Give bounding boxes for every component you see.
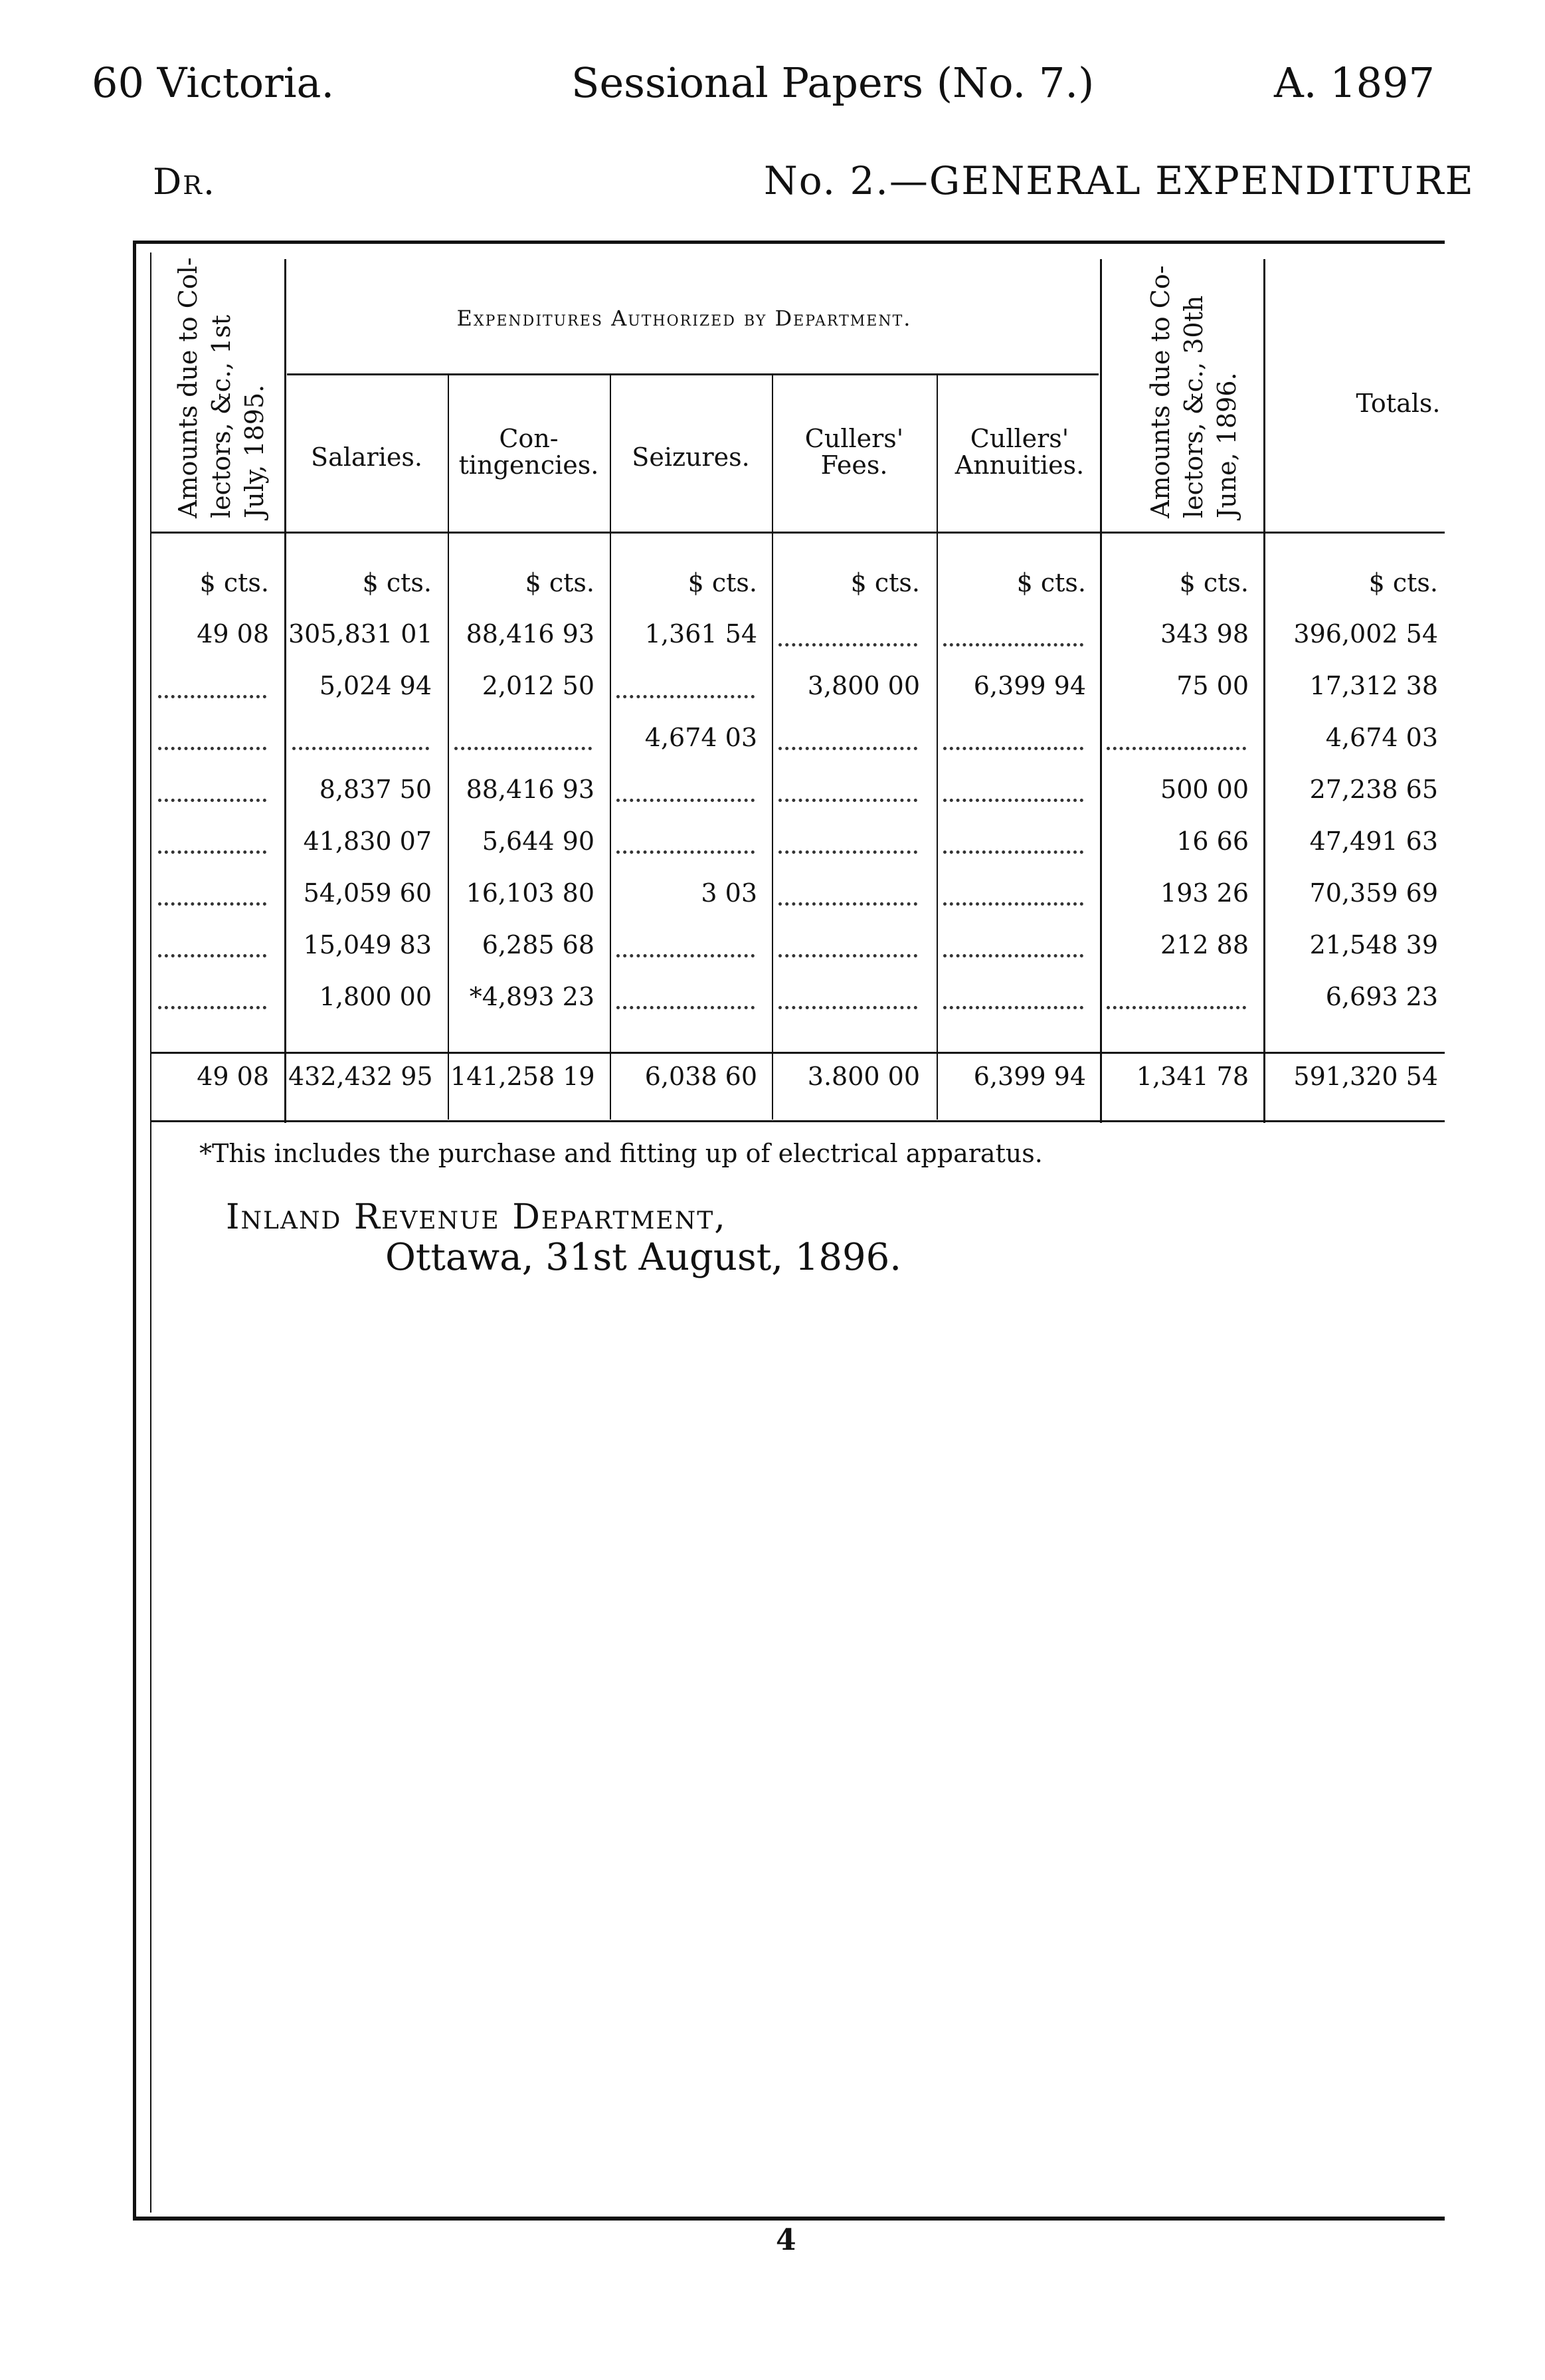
- total-cullers-annuities: 6,399 94: [973, 1062, 1086, 1091]
- cell-seizures: 4,674 03: [644, 723, 757, 752]
- cell-amounts-due-end: 16 66: [1176, 827, 1249, 856]
- leader-dots: [943, 793, 1083, 802]
- unit-label-totals: $ cts.: [1368, 568, 1438, 597]
- unit-label-contingencies: $ cts.: [525, 568, 594, 597]
- leader-dots: [778, 638, 917, 646]
- cell-salaries: 41,830 07: [303, 827, 432, 856]
- cell-amounts-due-end: 500 00: [1160, 775, 1249, 804]
- col-divider-5: [937, 375, 938, 1120]
- leader-dots: [158, 690, 266, 698]
- place-and-date: Ottawa, 31st August, 1896.: [385, 1236, 902, 1279]
- page-left-rule: [133, 241, 136, 2219]
- leader-dots: [943, 845, 1083, 854]
- running-head-left: 60 Victoria.: [92, 58, 335, 107]
- cell-contingencies: *4,893 23: [469, 982, 594, 1011]
- cell-salaries: 1,800 00: [319, 982, 432, 1011]
- cell-totals: 21,548 39: [1309, 930, 1438, 959]
- cell-contingencies: 2,012 50: [482, 671, 594, 700]
- leader-dots: [778, 845, 917, 854]
- total-totals: 591,320 54: [1293, 1062, 1438, 1091]
- unit-label-salaries: $ cts.: [362, 568, 432, 597]
- cell-amounts-due-end: 343 98: [1160, 619, 1249, 648]
- leader-dots: [778, 949, 917, 957]
- cell-contingencies: 6,285 68: [482, 930, 594, 959]
- unit-label-seizures: $ cts.: [687, 568, 757, 597]
- unit-label-cullers-fees: $ cts.: [850, 568, 920, 597]
- leader-dots: [943, 1001, 1083, 1009]
- cell-totals: 70,359 69: [1309, 878, 1438, 908]
- cell-totals: 27,238 65: [1309, 775, 1438, 804]
- total-cullers-fees: 3.800 00: [807, 1062, 920, 1091]
- leader-dots: [778, 897, 917, 906]
- cell-salaries: 15,049 83: [303, 930, 432, 959]
- leader-dots: [778, 742, 917, 750]
- cell-salaries: 5,024 94: [319, 671, 432, 700]
- header-amounts-due-end: Amounts due to Co- lectors, &c., 30th June, 1896.: [1146, 265, 1241, 518]
- col-divider-7: [1263, 259, 1265, 1123]
- total-contingencies: 141,258 19: [450, 1062, 595, 1091]
- header-seizures: Seizures.: [632, 443, 750, 472]
- cell-amounts-due-end: 212 88: [1160, 930, 1249, 959]
- leader-dots: [778, 1001, 917, 1009]
- cell-amounts-due-end: 75 00: [1176, 671, 1249, 700]
- header-cullers-annuities: Cullers' Annuities.: [954, 424, 1085, 480]
- cell-seizures: 3 03: [701, 878, 757, 908]
- col-divider-2: [448, 375, 449, 1120]
- header-expenditures-group: Expenditures Authorized by Department.: [456, 306, 912, 331]
- cell-amounts-due-start: 49 08: [197, 619, 269, 648]
- side-label: Dr.: [153, 161, 217, 203]
- leader-dots: [943, 949, 1083, 957]
- footnote: *This includes the purchase and fitting up of electrical apparatus.: [199, 1139, 1043, 1168]
- header-contingencies: Con- tingencies.: [458, 424, 599, 480]
- cell-salaries: 305,831 01: [288, 619, 433, 648]
- leader-dots: [778, 793, 917, 802]
- cell-salaries: 54,059 60: [303, 878, 432, 908]
- cell-salaries: 8,837 50: [319, 775, 432, 804]
- total-salaries: 432,432 95: [288, 1062, 433, 1091]
- leader-dots: [1107, 1001, 1246, 1009]
- leader-dots: [616, 690, 755, 698]
- running-head-center: Sessional Papers (No. 7.): [571, 58, 1095, 107]
- leader-dots: [158, 1001, 266, 1009]
- leader-dots: [616, 793, 755, 802]
- inner-left-rule: [150, 252, 151, 2213]
- unit-label-amounts-due-end: $ cts.: [1179, 568, 1249, 597]
- unit-label-cullers-annuities: $ cts.: [1016, 568, 1086, 597]
- department-name: Inland Revenue Department,: [226, 1197, 727, 1237]
- total-amounts-due-start: 49 08: [197, 1062, 269, 1091]
- cell-totals: 396,002 54: [1293, 619, 1438, 648]
- cell-contingencies: 88,416 93: [466, 775, 594, 804]
- table-title: No. 2.—GENERAL EXPENDITURE: [764, 158, 1475, 203]
- cell-contingencies: 16,103 80: [466, 878, 594, 908]
- leader-dots: [943, 638, 1083, 646]
- header-cullers-fees: Cullers' Fees.: [804, 424, 904, 480]
- cell-seizures: 1,361 54: [644, 619, 757, 648]
- col-divider-1: [284, 259, 286, 1123]
- leader-dots: [1107, 742, 1246, 750]
- leader-dots: [158, 793, 266, 802]
- leader-dots: [158, 742, 266, 750]
- leader-dots: [616, 1001, 755, 1009]
- cell-totals: 4,674 03: [1325, 723, 1438, 752]
- leader-dots: [292, 742, 429, 750]
- cell-contingencies: 88,416 93: [466, 619, 594, 648]
- header-amounts-due-start: Amounts due to Col- lectors, &c., 1st July, 1895.: [173, 257, 269, 518]
- table-bottom-rule: [150, 1120, 1445, 1122]
- cell-totals: 17,312 38: [1309, 671, 1438, 700]
- total-seizures: 6,038 60: [644, 1062, 757, 1091]
- leader-dots: [158, 949, 266, 957]
- cell-cullers-fees: 3,800 00: [807, 671, 920, 700]
- col-divider-6: [1100, 259, 1102, 1123]
- col-divider-3: [610, 375, 611, 1120]
- cell-totals: 47,491 63: [1309, 827, 1438, 856]
- unit-label-amounts-due-start: $ cts.: [199, 568, 269, 597]
- col-divider-4: [772, 375, 773, 1120]
- running-head-right: A. 1897: [1274, 58, 1435, 107]
- cell-amounts-due-end: 193 26: [1160, 878, 1249, 908]
- leader-dots: [454, 742, 592, 750]
- leader-dots: [943, 897, 1083, 906]
- total-amounts-due-end: 1,341 78: [1136, 1062, 1249, 1091]
- leader-dots: [158, 897, 266, 906]
- table-top-rule: [133, 241, 1445, 244]
- header-totals: Totals.: [1356, 389, 1441, 418]
- leader-dots: [158, 845, 266, 854]
- group-header-rule: [287, 373, 1099, 375]
- totals-top-rule: [150, 1052, 1445, 1054]
- cell-totals: 6,693 23: [1325, 982, 1438, 1011]
- header-bottom-rule: [150, 532, 1445, 534]
- leader-dots: [616, 949, 755, 957]
- cell-cullers-annuities: 6,399 94: [973, 671, 1086, 700]
- leader-dots: [616, 845, 755, 854]
- page-bottom-rule: [133, 2217, 1445, 2221]
- cell-contingencies: 5,644 90: [482, 827, 594, 856]
- page-number: 4: [776, 2223, 796, 2257]
- leader-dots: [943, 742, 1083, 750]
- header-salaries: Salaries.: [311, 443, 422, 472]
